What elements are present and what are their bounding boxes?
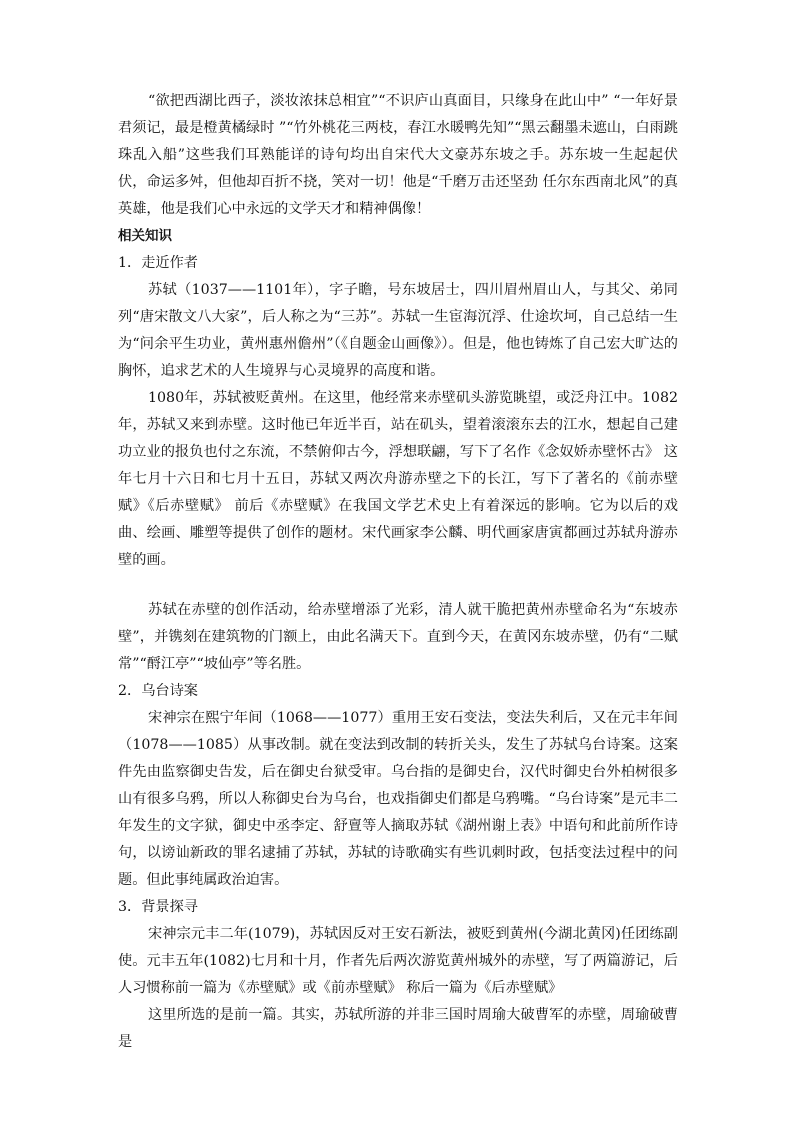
section-title-author: 1．走近作者 [118, 255, 198, 271]
background-paragraph-1: 宋神宗元丰二年(1079)，苏轼因反对王安石新法，被贬到黄州(今湖北黄冈)任团练副使。元丰五年(1082)七月和十月，作者先后两次游览黄州城外的赤壁，写了两篇游记，后人习惯称前一篇为《赤壁赋》或《前赤壁赋》 称后一篇为《后赤壁赋》 [118, 926, 678, 996]
author-paragraph-1: 苏轼（1037——1101年），字子瞻，号东坡居士，四川眉州眉山人，与其父、弟同列“唐宋散文八大家”，后人称之为“三苏”。苏轼一生宦海沉浮、仕途坎坷，自己总结一生为“问余平生功业，黄州惠州儋州”（《自题金山画像》）。但是，他也铸炼了自己宏大旷达的胸怀，追求艺术的人生境界与心灵境界的高度和谐。 [118, 282, 678, 379]
author-paragraph-2: 1080年，苏轼被贬黄州。在这里，他经常来赤壁矶头游览眺望，或泛舟江中。1082年，苏轼又来到赤壁。这时他已年近半百，站在矶头，望着滚滚东去的江水，想起自己建功立业的报负也付之东流，不禁俯仰古今，浮想联翩，写下了名作《念奴娇赤壁怀古》 这年七月十六日和七月十五日，苏轼又两次舟游赤壁之下的长江，写下了著名的《前赤壁赋》《后赤壁赋》 前后《赤壁赋》在我国文学艺术史上有着深远的影响。它为以后的戏曲、绘画、雕塑等提供了创作的题材。宋代画家李公麟、明代画家唐寅都画过苏轼舟游赤壁的画。 [118, 390, 678, 568]
section-title-wutai: 2．乌台诗案 [118, 683, 198, 699]
blank-line [118, 574, 678, 597]
intro-paragraph: “欲把西湖比西子，淡妆浓抹总相宜”“不识庐山真面目，只缘身在此山中” “一年好景君须记，最是橙黄橘绿时 ”“竹外桃花三两枝，春江水暖鸭先知”“黑云翻墨未遮山，白雨跳珠乱入船”这些我们耳熟能详的诗句均出自宋代大文豪苏东坡之手。苏东坡一生起起伏伏，命运多舛，但他却百折不挠，笑对一切！他是“千磨万击还坚劲 任尔东西南北风”的真英雄，他是我们心中永远的文学天才和精神偶像！ [118, 93, 678, 217]
author-paragraph-3: 苏轼在赤壁的创作活动，给赤壁增添了光彩，清人就干脆把黄州赤壁命名为“东坡赤壁”，并镌刻在建筑物的门额上，由此名满天下。直到今天，在黄冈东坡赤壁，仍有“二赋常”“酹江亭”“坡仙亭”等名胜。 [118, 602, 678, 672]
wutai-paragraph: 宋神宗在熙宁年间（1068——1077）重用王安石变法，变法失利后，又在元丰年间（1078——1085）从事改制。就在变法到改制的转折关头，发生了苏轼乌台诗案。这案件先由监察御史告发，后在御史台狱受审。乌台指的是御史台，汉代时御史台外柏树很多山有很多乌鸦，所以人称御史台为乌台，也戏指御史们都是乌鸦嘴。“乌台诗案”是元丰二年发生的文字狱，御史中丞李定、舒亶等人摘取苏轼《湖州谢上表》中语句和此前所作诗句，以谤讪新政的罪名逮捕了苏轼，苏轼的诗歌确实有些讥刺时政，包括变法过程中的问题。但此事纯属政治迫害。 [118, 710, 678, 888]
section-title-background: 3．背景探寻 [118, 899, 198, 915]
background-paragraph-2: 这里所选的是前一篇。其实，苏轼所游的并非三国时周瑜大破曹军的赤壁，周瑜破曹是 [118, 1007, 678, 1050]
related-knowledge-heading: 相关知识 [118, 228, 172, 244]
document-page [118, 88, 678, 1056]
